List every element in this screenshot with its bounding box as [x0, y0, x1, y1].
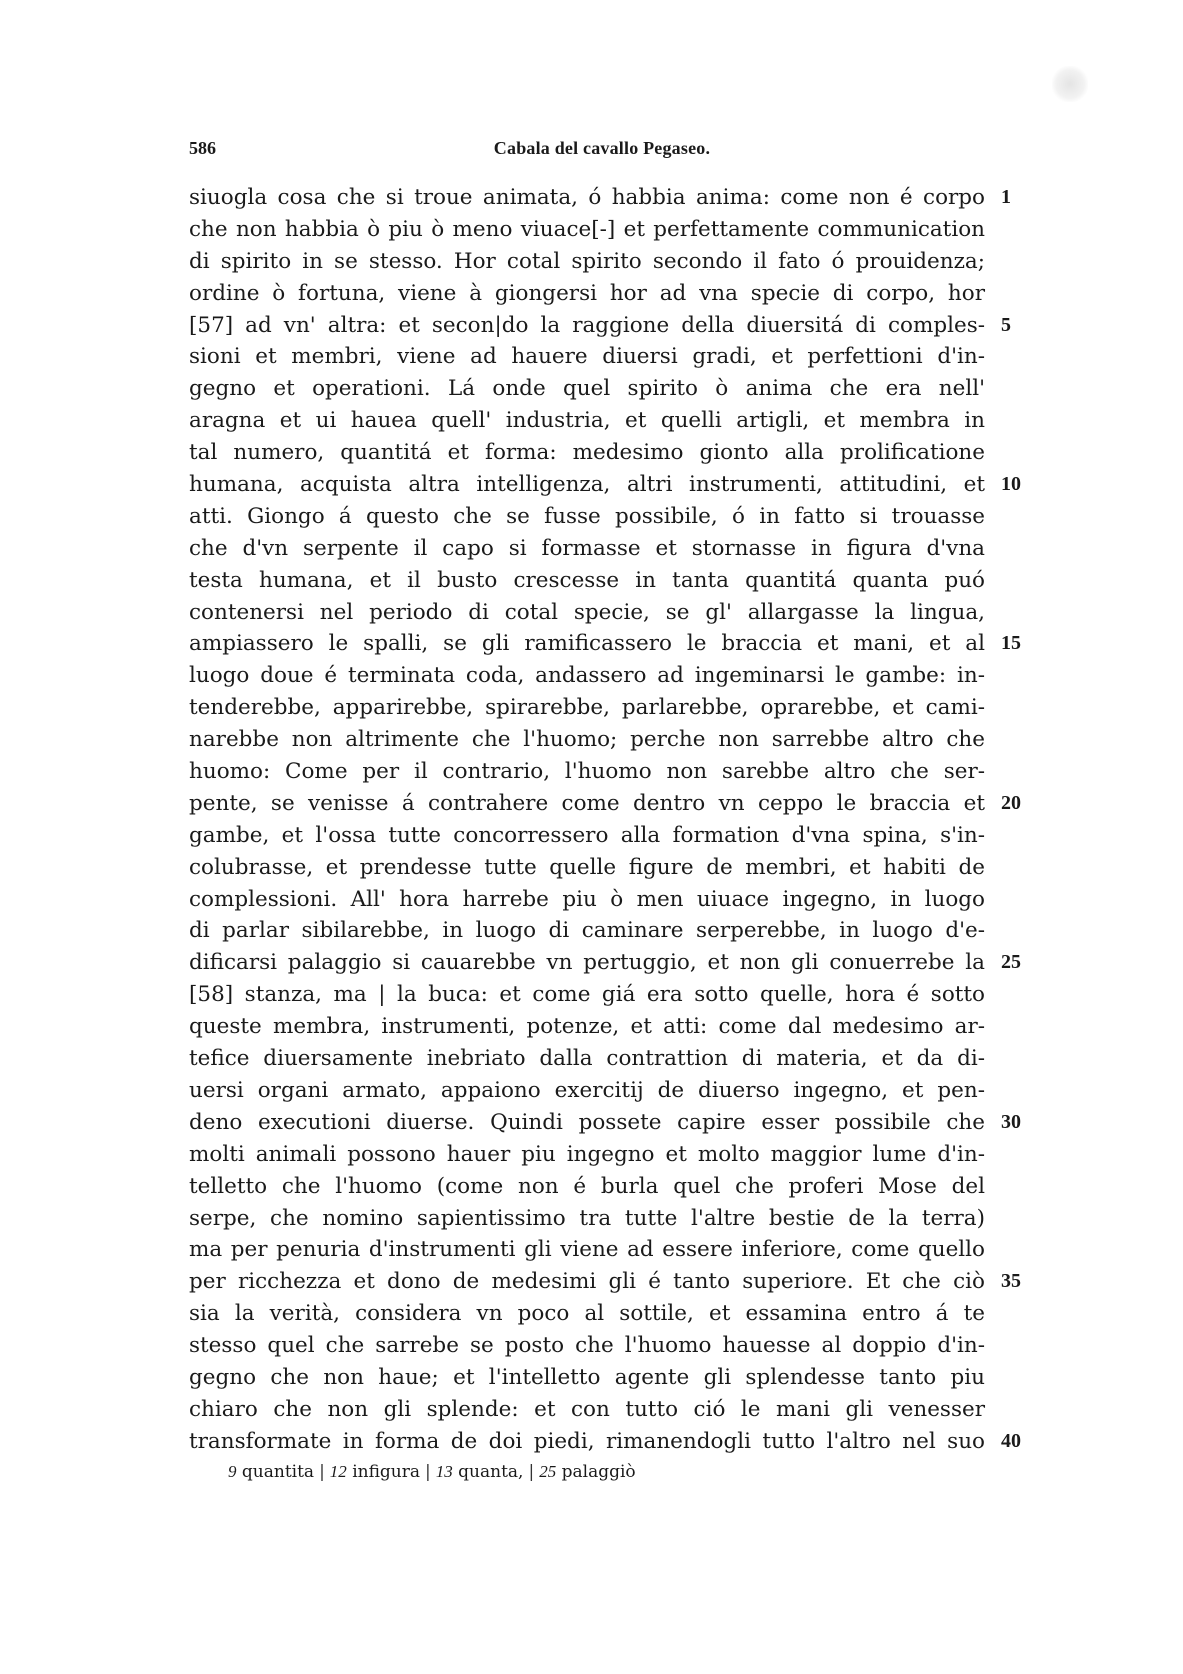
line-number: 35 — [1001, 1270, 1021, 1293]
text-line — [189, 565, 1015, 597]
text-line — [189, 1139, 1015, 1171]
line-text: luogo doue é terminata coda, andassero ad ingeminarsi le gambe: in- — [189, 663, 985, 689]
text-line — [189, 1394, 1015, 1426]
text-line — [189, 1330, 1015, 1362]
text-line — [189, 947, 1021, 979]
line-text: deno executioni diuerse. Quindi possete capire esser possibile che — [189, 1109, 985, 1135]
text-line — [189, 214, 1015, 246]
text-line — [189, 788, 1021, 820]
page-header — [189, 138, 1015, 168]
footnote-line-ref: 13 — [435, 1462, 453, 1481]
line-text: di spirito in se stesso. Hor cotal spirito secondo il fato ó prouidenza; — [189, 248, 985, 274]
text-line — [189, 1234, 1015, 1266]
line-number: 40 — [1001, 1429, 1021, 1452]
main-text — [189, 182, 1021, 1458]
text-line — [189, 1362, 1015, 1394]
line-text: molti animali possono hauer piu ingegno et molto maggior lume d'in- — [189, 1141, 985, 1167]
line-number: 30 — [1001, 1110, 1021, 1133]
footnote-line-ref: 9 — [228, 1462, 237, 1481]
line-text: uersi organi armato, appaiono exercitij de diuerso ingegno, et pen- — [189, 1077, 985, 1103]
line-text: huomo: Come per il contrario, l'huomo non sarebbe altro che ser- — [189, 759, 985, 785]
text-line — [189, 533, 1015, 565]
line-number: 15 — [1001, 632, 1021, 655]
line-text: [58] stanza, ma | la buca: et come giá era sotto quelle, hora é sotto — [189, 982, 985, 1008]
line-text: ampiassero le spalli, se gli ramificassero le braccia et mani, et al — [189, 631, 985, 657]
text-line — [189, 1107, 1021, 1139]
text-line — [189, 1011, 1015, 1043]
running-head: Cabala del cavallo Pegaseo. — [493, 138, 711, 158]
line-number: 5 — [1001, 313, 1011, 336]
footnote-reading: quantita — [241, 1462, 315, 1482]
line-text: complessioni. All' hora harrebe piu ò men uiuace ingegno, in luogo — [189, 886, 985, 912]
text-line — [189, 1043, 1015, 1075]
line-text: telletto che l'huomo (come non é burla quel che proferi Mose del — [189, 1173, 985, 1199]
line-text: narebbe non altrimente che l'huomo; perche non sarrebbe altro che — [189, 727, 985, 753]
line-number: 20 — [1001, 791, 1021, 814]
line-text: che d'vn serpente il capo si formasse et stornasse in figura d'vna — [189, 535, 985, 561]
text-line — [189, 341, 1015, 373]
line-text: gegno che non haue; et l'intelletto agente gli splendesse tanto piu — [189, 1364, 985, 1390]
text-line — [189, 915, 1015, 947]
line-text: atti. Giongo á questo che se fusse possibile, ó in fatto si trouasse — [189, 503, 985, 529]
line-text: sia la verità, considera vn poco al sottile, et essamina entro á te — [189, 1301, 985, 1327]
line-text: aragna et ui hauea quell' industria, et quelli artigli, et membra in — [189, 408, 985, 434]
text-line — [189, 246, 1015, 278]
line-text: colubrasse, et prendesse tutte quelle figure de membri, et habiti de — [189, 854, 985, 880]
line-text: serpe, che nomino sapientissimo tra tutte l'altre bestie de la terra) — [189, 1205, 985, 1231]
line-number: 1 — [1001, 186, 1011, 208]
line-text: tal numero, quantitá et forma: medesimo gionto alla prolificatione — [189, 440, 985, 466]
text-line — [189, 405, 1015, 437]
text-line — [189, 310, 1015, 342]
text-line — [189, 1171, 1015, 1203]
footnote-separator: | — [528, 1462, 535, 1482]
footnote-line-ref: 25 — [539, 1462, 557, 1481]
line-text: siuogla cosa che si troue animata, ó habbia anima: come non é corpo — [189, 185, 985, 210]
line-text: testa humana, et il busto crescesse in tanta quantitá quanta puó — [189, 567, 985, 593]
line-text: per ricchezza et dono de medesimi gli é tanto superiore. Et che ciò — [189, 1269, 985, 1295]
text-line — [189, 1203, 1015, 1235]
line-text: ma per penuria d'instrumenti gli viene ad essere inferiore, come quello — [189, 1237, 985, 1263]
footnote-reading: palaggiò — [561, 1462, 636, 1482]
text-line — [189, 979, 1015, 1011]
text-line — [189, 756, 1015, 788]
text-line — [189, 724, 1015, 756]
text-line — [189, 469, 1021, 501]
text-line — [189, 1426, 1021, 1458]
line-text: [57] ad vn' altra: et secon|do la raggione della diuersitá di comples- — [189, 312, 985, 338]
page-number: 586 — [189, 138, 216, 158]
line-number: 25 — [1001, 951, 1021, 974]
footnote-separator: | — [319, 1462, 325, 1482]
line-number: 10 — [1001, 473, 1021, 496]
line-text: contenersi nel periodo di cotal specie, se gl' allargasse la lingua, — [189, 599, 985, 625]
line-text: tefice diuersamente inebriato dalla contrattion di materia, et da di- — [189, 1046, 985, 1072]
line-text: queste membra, instrumenti, potenze, et atti: come dal medesimo ar- — [189, 1014, 985, 1040]
line-text: pente, se venisse á contrahere come dentro vn ceppo le braccia et — [189, 790, 985, 816]
text-line — [189, 278, 1015, 310]
line-text: humana, acquista altra intelligenza, altri instrumenti, attitudini, et — [189, 472, 985, 498]
line-text: stesso quel che sarrebe se posto che l'huomo hauesse al doppio d'in- — [189, 1333, 985, 1359]
line-text: ordine ò fortuna, viene à giongersi hor ad vna specie di corpo, hor — [189, 280, 985, 306]
text-line — [189, 1298, 1015, 1330]
text-line — [189, 501, 1015, 533]
footnote-reading: infigura — [352, 1462, 421, 1482]
text-line — [189, 1266, 1021, 1298]
text-line — [189, 884, 1015, 916]
line-text: chiaro che non gli splende: et con tutto ció le mani gli venesser — [189, 1396, 985, 1422]
text-line — [189, 1075, 1015, 1107]
footnote-reading: quanta, — [458, 1462, 524, 1482]
text-line — [189, 597, 1015, 629]
text-line — [189, 628, 1021, 660]
scan-artifact — [1052, 66, 1088, 102]
text-line — [189, 692, 1015, 724]
line-text: gegno et operationi. Lá onde quel spirito ò anima che era nell' — [189, 376, 985, 402]
footnote-separator: | — [425, 1462, 431, 1482]
footnotes — [228, 1462, 928, 1482]
line-text: tenderebbe, apparirebbe, spirarebbe, parlarebbe, oprarebbe, et cami- — [189, 695, 985, 721]
line-text: dificarsi palaggio si cauarebbe vn pertuggio, et non gli conuerrebe la — [189, 950, 985, 976]
footnote-line-ref: 12 — [329, 1462, 347, 1481]
line-text: sioni et membri, viene ad hauere diuersi gradi, et perfettioni d'in- — [189, 344, 985, 370]
text-line — [189, 373, 1015, 405]
line-text: di parlar sibilarebbe, in luogo di caminare serperebbe, in luogo d'e- — [189, 918, 985, 944]
line-text: gambe, et l'ossa tutte concorressero alla formation d'vna spina, s'in- — [189, 822, 985, 848]
text-line — [189, 660, 1015, 692]
line-text: che non habbia ò piu ò meno viuace[-] et perfettamente communication — [189, 216, 985, 242]
text-line — [189, 182, 1015, 214]
text-line — [189, 852, 1015, 884]
text-line — [189, 437, 1015, 469]
text-line — [189, 820, 1015, 852]
line-text: transformate in forma de doi piedi, rimanendogli tutto l'altro nel suo — [189, 1428, 985, 1454]
